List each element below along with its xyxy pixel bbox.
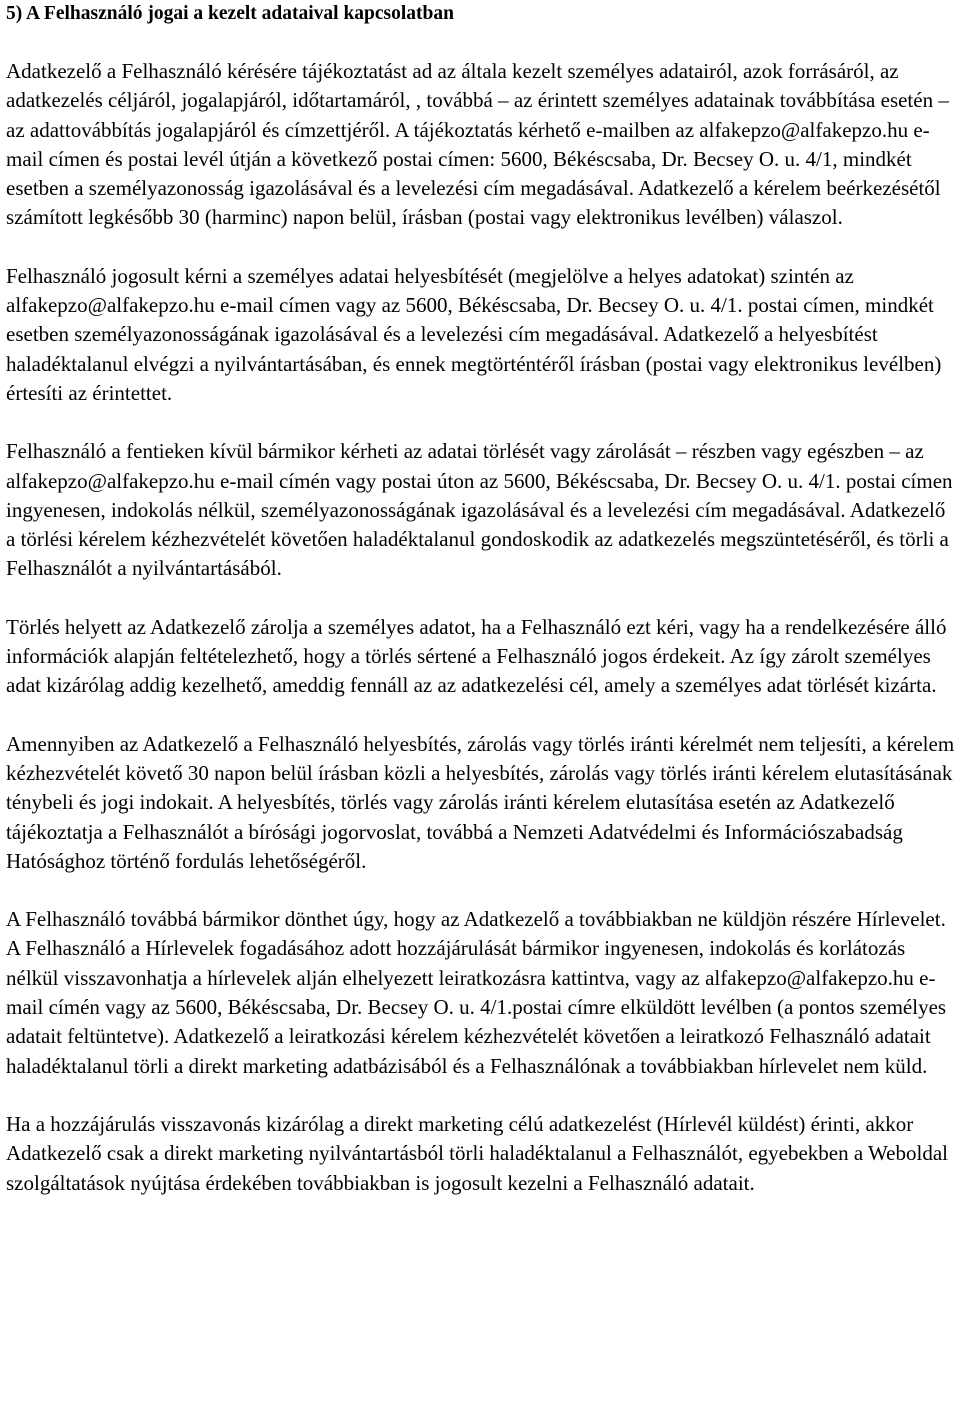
paragraph-consent-withdrawal: Ha a hozzájárulás visszavonás kizárólag a direkt marketing célú adatkezelést (Hírlevél küldést) érinti, akkor Adatkezelő csak a direkt marketing nyilvántartásból törli haladéktalanul a Felhasználót, egyebekben a Weboldal szolgáltatások nyújtása érdekében továbbiakban is jogosult kezelni a Felhasználó adatait.	[6, 1111, 948, 1195]
paragraph-erasure: Felhasználó a fentieken kívül bármikor kérheti az adatai törlését vagy zárolását – részben vagy egészben – az alfakepzo@alfakepzo.hu e-mail címén vagy postai úton az 5600, Békéscsaba, Dr. Becsey O. u. 4/1. postai címen ingyenesen, indokolás nélkül, személyazonosságának igazolásával és a levelezési cím megadásával. Adatkezelő a törlési kérelem kézhezvételét követően haladéktalanul gondoskodik az adatkezelés megszüntetéséről, és törli a Felhasználót a nyilvántartásából.	[6, 439, 953, 581]
section-heading: 5) A Felhasználó jogai a kezelt adataival kapcsolatban	[6, 3, 454, 24]
paragraph-refusal-remedy: Amennyiben az Adatkezelő a Felhasználó helyesbítés, zárolás vagy törlés iránti kérelmét nem teljesíti, a kérelem kézhezvételét követő 30 napon belül írásban közli a helyesbítés, zárolás vagy törlés iránti kérelem elutasításának ténybeli és jogi indokait. A helyesbítés, törlés vagy zárolás iránti kérelem elutasítása esetén az Adatkezelő tájékoztatja a Felhasználót a bírósági jogorvoslat, továbbá a Nemzeti Adatvédelmi és Információszabadság Hatósághoz történő fordulás lehetőségéről.	[6, 731, 955, 873]
paragraph-rectification: Felhasználó jogosult kérni a személyes adatai helyesbítését (megjelölve a helyes adatokat) szintén az alfakepzo@alfakepzo.hu e-mail címen vagy az 5600, Békéscsaba, Dr. Becsey O. u. 4/1. postai címen, mindkét esetben személyazonosságának igazolásával és a levelezési cím megadásával. Adatkezelő a helyesbítést haladéktalanul elvégzi a nyilvántartásában, és ennek megtörténtéről írásban (postai vagy elektronikus levélben) értesíti az érintettet.	[6, 263, 942, 405]
paragraph-newsletter-unsubscribe: A Felhasználó továbbá bármikor dönthet úgy, hogy az Adatkezelő a továbbiakban ne küldjön részére Hírlevelet. A Felhasználó a Hírlevelek fogadásához adott hozzájárulását bármikor ingyenesen, indokolás és korlátozás nélkül visszavonhatja a hírlevelek alján elhelyezett leiratkozásra kattintva, vagy az alfakepzo@alfakepzo.hu e-mail címén vagy az 5600, Békéscsaba, Dr. Becsey O. u. 4/1.postai címre elküldött levélben (a pontos személyes adatait feltüntetve). Adatkezelő a leiratkozási kérelem kézhezvételét követően a leiratkozó Felhasználó adatait haladéktalanul törli a direkt marketing adatbázisából és a Felhasználónak a továbbiakban hírlevelet nem küld.	[6, 907, 947, 1078]
document-page	[6, 0, 956, 1198]
paragraph-information-request: Adatkezelő a Felhasználó kérésére tájékoztatást ad az általa kezelt személyes adatairól, azok forrásáról, az adatkezelés céljáról, jogalapjáról, időtartamáról, , továbbá – az érintett személyes adatainak továbbítása esetén – az adattovábbítás jogalapjáról és címzettjéről. A tájékoztatás kérhető e-mailben az alfakepzo@alfakepzo.hu e-mail címen és postai levél útján a következő postai címen: 5600, Békéscsaba, Dr. Becsey O. u. 4/1, mindkét esetben a személyazonosság igazolásával és a levelezési cím megadásával. Adatkezelő a kérelem beérkezésétől számított legkésőbb 30 (harminc) napon belül, írásban (postai vagy elektronikus levélben) válaszol.	[6, 59, 949, 230]
paragraph-restriction: Törlés helyett az Adatkezelő zárolja a személyes adatot, ha a Felhasználó ezt kéri, vagy ha a rendelkezésére álló információk alapján feltételezhető, hogy a törlés sértené a Felhasználó jogos érdekeit. Az így zárolt személyes adat kizárólag addig kezelhető, ameddig fennáll az az adatkezelési cél, amely a személyes adat törlését kizárta.	[6, 614, 947, 698]
